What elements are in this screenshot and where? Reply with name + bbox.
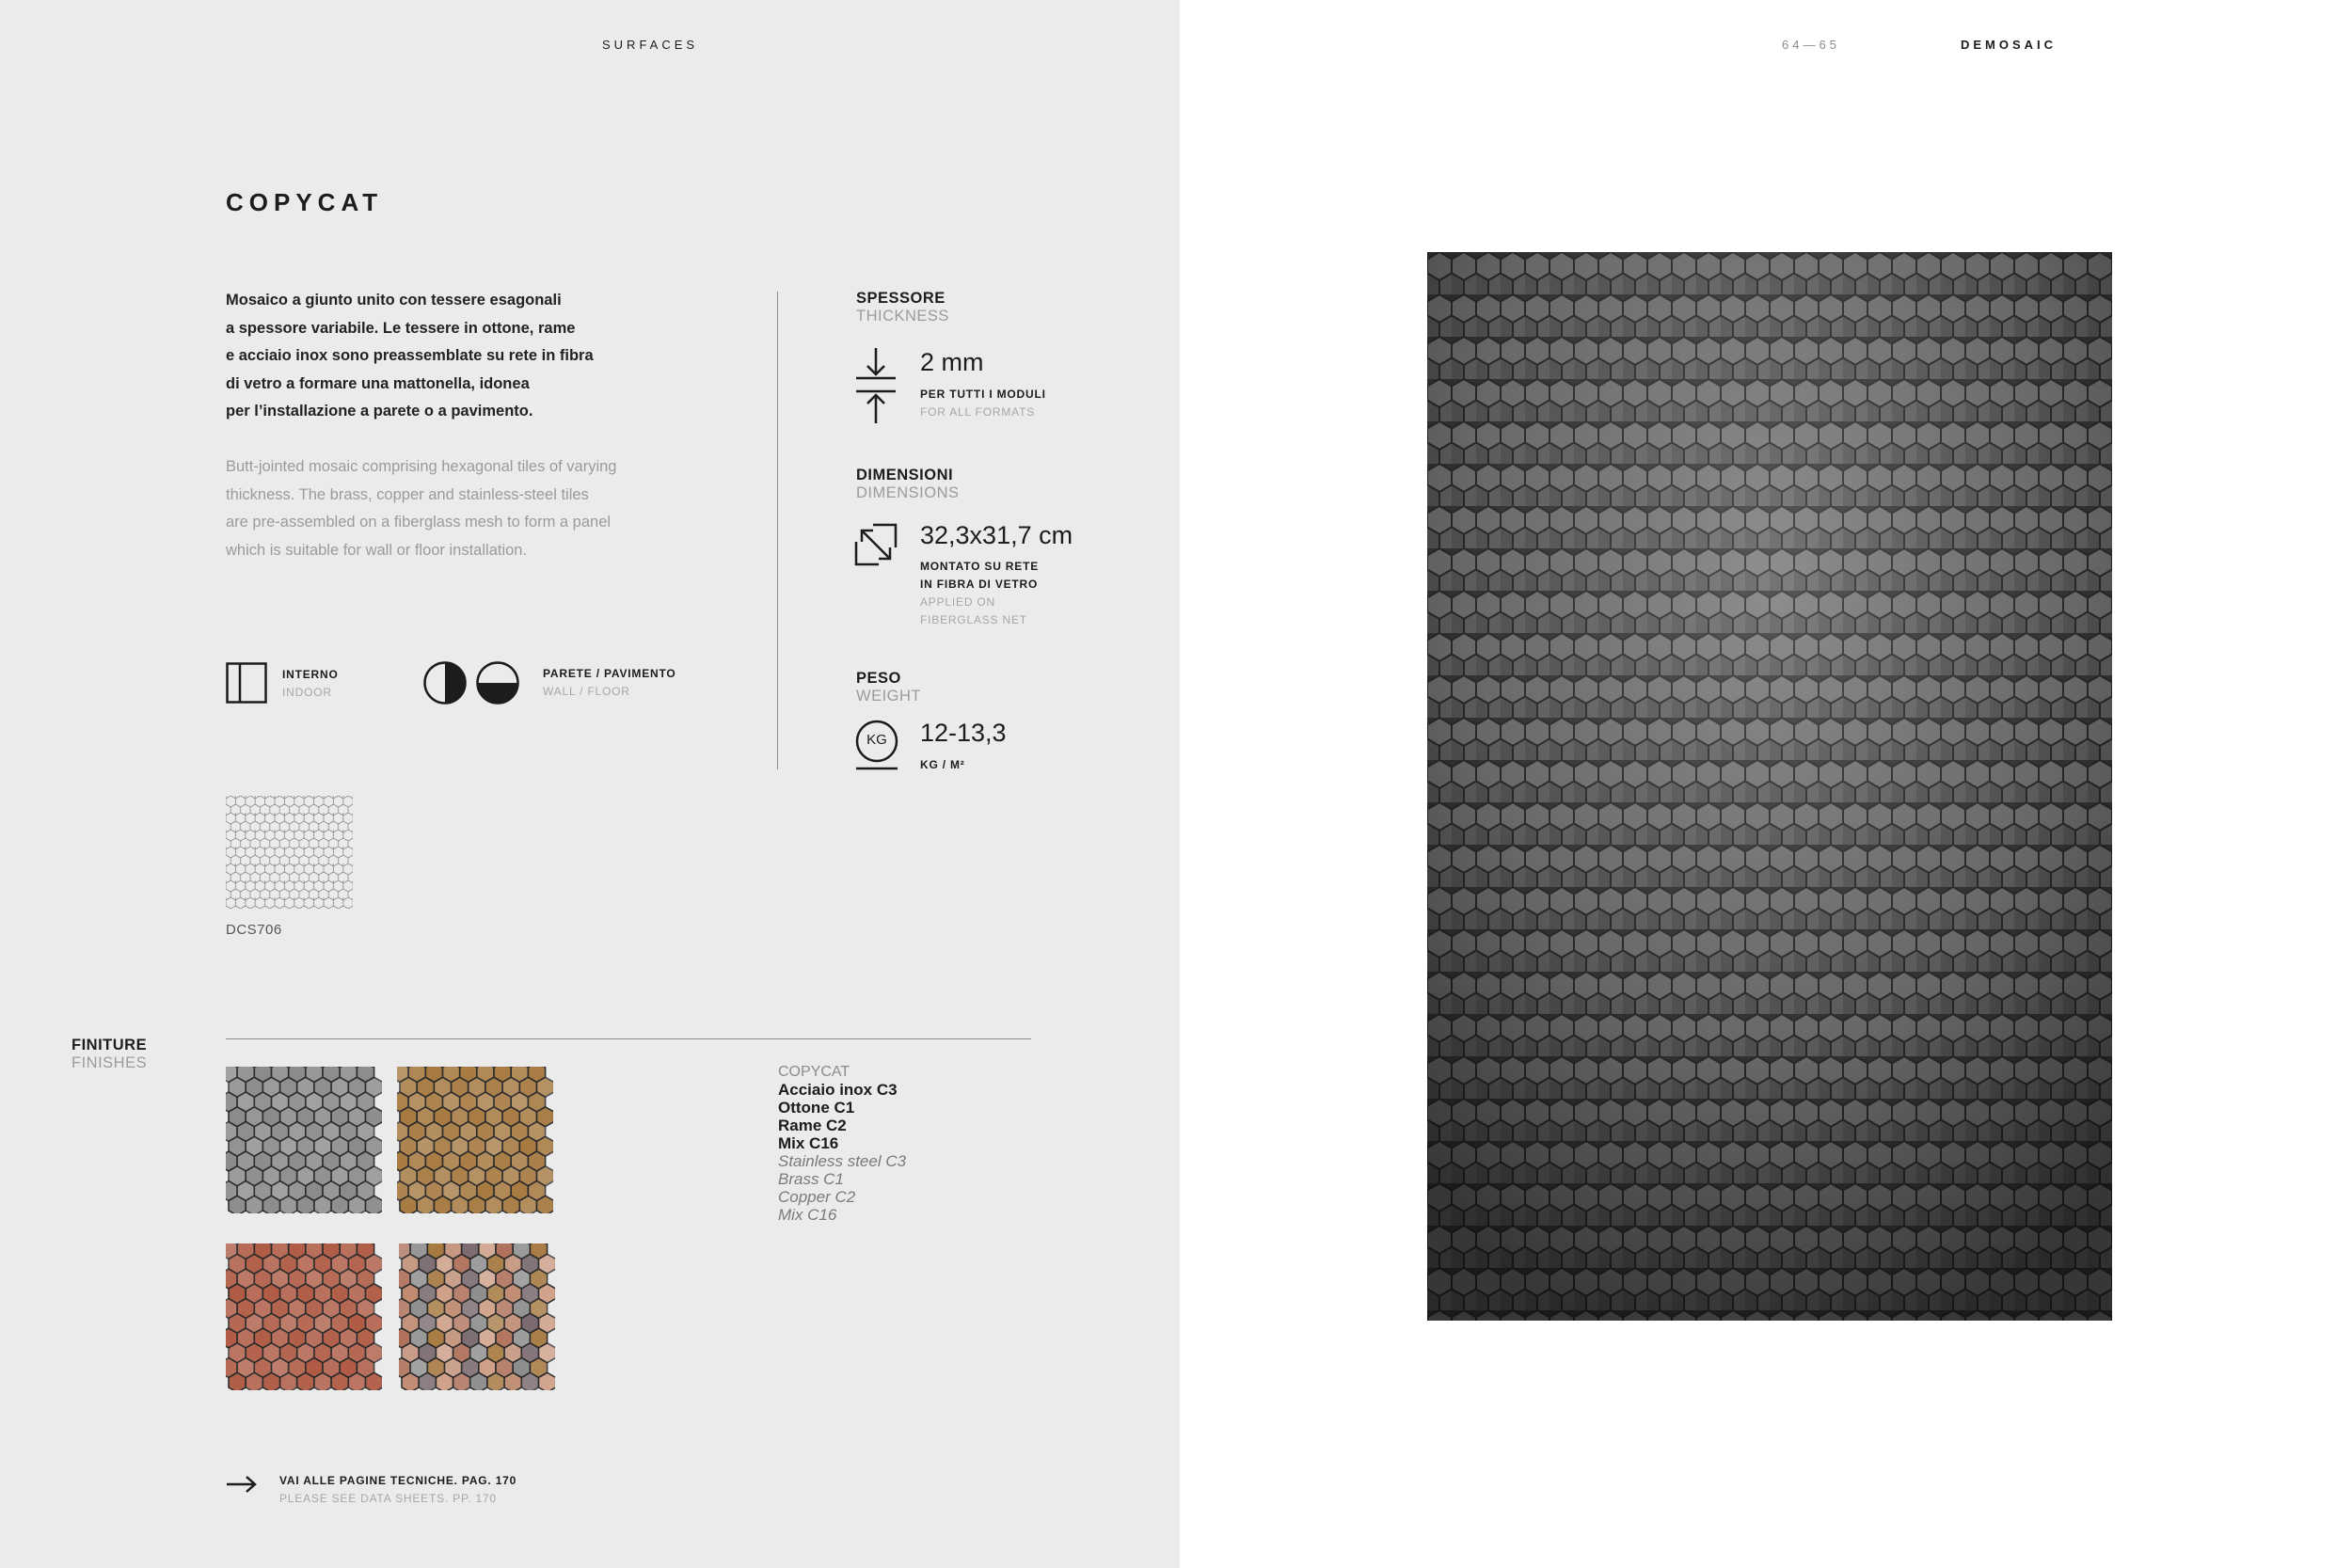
placement-label-it: PARETE / PAVIMENTO (543, 667, 676, 680)
desc-it-line: a spessore variabile. Le tessere in ottone, rame (226, 319, 576, 337)
description-italian (226, 287, 640, 426)
swatch-hex-graphic (399, 1243, 555, 1390)
indoor-label-en: INDOOR (282, 686, 332, 699)
finishes-list (778, 1063, 906, 1224)
swatch-tile (229, 1196, 246, 1213)
swatch-copper (226, 1243, 382, 1390)
finishes-divider (226, 1038, 1031, 1039)
indoor-label-it: INTERNO (282, 668, 339, 681)
dimensions-note-en: APPLIED ON (920, 595, 996, 609)
swatch-tile (366, 1372, 383, 1390)
finish-name-it: Mix C16 (778, 1134, 839, 1152)
swatch-stainless-steel (226, 1067, 382, 1213)
swatch-tile (348, 1372, 365, 1390)
weight-heading (856, 670, 921, 705)
finish-name-en: Copper C2 (778, 1188, 856, 1206)
data-sheets-link-it[interactable]: VAI ALLE PAGINE TECNICHE. PAG. 170 (279, 1474, 517, 1487)
weight-icon-text: KG (866, 732, 887, 748)
swatch-tile (487, 1372, 504, 1390)
swatch-tile (537, 1196, 554, 1213)
data-sheets-link[interactable] (279, 1472, 516, 1508)
swatch-tile (246, 1372, 262, 1390)
dimensions-note-it: IN FIBRA DI VETRO (920, 578, 1039, 591)
finish-name-en: Stainless steel C3 (778, 1152, 907, 1170)
finishes-label-en: FINISHES (72, 1054, 148, 1071)
indoor-label (282, 666, 339, 702)
swatch-tile (331, 1372, 348, 1390)
swatch-tile (314, 1196, 331, 1213)
swatch-brass (397, 1067, 553, 1213)
swatch-tile (453, 1372, 470, 1390)
swatch-hex-graphic (226, 1243, 382, 1390)
pattern-code: DCS706 (226, 922, 282, 938)
swatch-tile (280, 1196, 297, 1213)
dimensions-value: 32,3x31,7 cm (920, 521, 1073, 549)
dimensions-note (920, 558, 1039, 629)
finishes-label-it: FINITURE (72, 1037, 148, 1053)
swatch-tile (434, 1196, 451, 1213)
swatch-tile (348, 1196, 365, 1213)
swatch-tile (402, 1372, 419, 1390)
dimensions-note-en: FIBERGLASS NET (920, 613, 1027, 626)
thickness-icon (854, 346, 898, 425)
dimensions-note-it: MONTATO SU RETE (920, 560, 1039, 573)
swatch-tile (521, 1372, 538, 1390)
finish-name-it: Ottone C1 (778, 1099, 855, 1117)
swatch-tile (297, 1196, 314, 1213)
swatch-tile (417, 1196, 434, 1213)
arrow-right-icon[interactable] (226, 1475, 258, 1494)
swatch-tile (262, 1372, 279, 1390)
desc-en-line: thickness. The brass, copper and stainless-steel tiles (226, 485, 589, 503)
thickness-note-it: PER TUTTI I MODULI (920, 388, 1046, 401)
swatch-mix (399, 1243, 555, 1390)
weight-value: 12-13,3 (920, 719, 1007, 747)
section-header: SURFACES (602, 38, 699, 52)
thickness-label-en: THICKNESS (856, 308, 949, 325)
swatch-tile (314, 1372, 331, 1390)
swatch-tile (502, 1196, 519, 1213)
desc-en-line: which is suitable for wall or floor installation. (226, 541, 528, 559)
swatch-tile (519, 1196, 536, 1213)
swatch-tile (470, 1372, 487, 1390)
desc-it-line: per l’installazione a parete o a pavimento. (226, 403, 533, 420)
swatch-tile (400, 1196, 417, 1213)
swatch-tile (297, 1372, 314, 1390)
swatch-tile (539, 1372, 556, 1390)
thickness-note-en: FOR ALL FORMATS (920, 405, 1036, 419)
weight-label-en: WEIGHT (856, 688, 921, 705)
swatch-tile (331, 1196, 348, 1213)
finish-name-en: Brass C1 (778, 1170, 844, 1188)
thickness-label-it: SPESSORE (856, 290, 946, 307)
desc-en-line: Butt-jointed mosaic comprising hexagonal tiles of varying (226, 458, 617, 475)
product-title: COPYCAT (226, 188, 384, 216)
dimensions-heading (856, 467, 960, 502)
dimensions-icon (854, 523, 898, 566)
desc-en-line: are pre-assembled on a fiberglass mesh to form a panel (226, 514, 612, 531)
vertical-divider (777, 292, 778, 769)
wall-icon (422, 660, 468, 705)
placement-label-en: WALL / FLOOR (543, 685, 630, 698)
weight-label-it: PESO (856, 670, 901, 687)
data-sheets-link-en[interactable]: PLEASE SEE DATA SHEETS. PP. 170 (279, 1492, 497, 1505)
swatch-tile (262, 1196, 279, 1213)
thickness-value: 2 mm (920, 348, 984, 376)
finish-name-en: Mix C16 (778, 1206, 837, 1224)
description-english (226, 453, 715, 564)
swatch-tile (436, 1372, 453, 1390)
page-numbers: 64—65 (1782, 38, 1840, 52)
swatch-tile (419, 1372, 436, 1390)
swatch-hex-graphic (397, 1067, 553, 1213)
desc-it-line: e acciaio inox sono preassemblate su rete in fibra (226, 347, 594, 364)
placement-label (543, 665, 676, 701)
finishes-heading (72, 1037, 147, 1072)
swatch-tile (280, 1372, 297, 1390)
thickness-note (920, 386, 1046, 421)
indoor-icon (226, 662, 267, 704)
desc-it-line: di vetro a formare una mattonella, idonea (226, 374, 530, 392)
finish-name-it: Acciaio inox C3 (778, 1081, 898, 1099)
thickness-heading (856, 290, 949, 325)
swatch-tile (229, 1372, 246, 1390)
swatch-tile (485, 1196, 502, 1213)
swatch-hex-graphic (226, 1067, 382, 1213)
brand-header: DEMOSAIC (1961, 38, 2058, 52)
finishes-series: COPYCAT (778, 1064, 850, 1080)
swatch-tile (366, 1196, 383, 1213)
desc-it-line: Mosaico a giunto unito con tessere esagonali (226, 292, 562, 309)
dimensions-label-it: DIMENSIONI (856, 467, 954, 483)
swatch-tile (452, 1196, 469, 1213)
dimensions-label-en: DIMENSIONS (856, 484, 960, 501)
swatch-tile (246, 1196, 262, 1213)
swatch-tile (504, 1372, 521, 1390)
finish-name-it: Rame C2 (778, 1117, 847, 1134)
product-photo (1427, 252, 2112, 1321)
swatch-tile (469, 1196, 485, 1213)
floor-icon (475, 660, 520, 705)
hex-pattern-diagram (226, 796, 353, 909)
weight-unit: KG / M² (920, 758, 965, 771)
